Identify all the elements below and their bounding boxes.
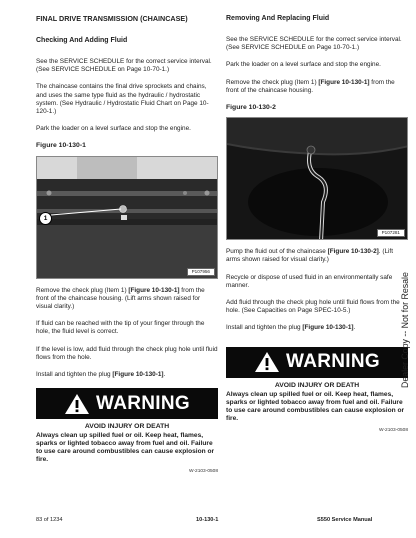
right-paragraph-1: See the SERVICE SCHEDULE for the correct service interval. (See SERVICE SCHEDULE on Page 10-70-1.) [226,36,402,52]
chaincase-photo-2 [227,118,408,240]
left-paragraph-5: If fluid can be reached with the tip of your finger through the hole, the fluid level is correct. [36,320,205,336]
right-paragraph-4-text-b: . (Lift arms shown raised for visual clarity.) [226,248,393,264]
right-paragraph-7 [226,324,408,332]
warning-body: Always clean up spilled fuel or oil. Keep heat, flames, sparks or lighted tobacco away from fuel and oil. Failure to use care around combustibles can cause explosion or fire. [36,432,215,464]
left-paragraph-4-text-b: from the front of the chaincase housing. (Lift arms shown raised for visual clarity.) [36,286,205,311]
warning-block-right [226,347,408,435]
subsection-title-checking: Checking And Adding Fluid [36,37,128,44]
section-title: FINAL DRIVE TRANSMISSION (CHAINCASE) [36,14,188,23]
figure-reference: [Figure 10-130-1] [128,286,180,294]
left-paragraph-7 [36,371,218,379]
figure-title-1: Figure 10-130-1 [36,142,86,150]
left-paragraph-6: If the level is low, add fluid through the check plug hole until fluid flows from the hole. [36,345,218,361]
right-paragraph-2: Park the loader on a level surface and stop the engine. [226,61,381,69]
left-paragraph-2: The chaincase contains the final drive sprockets and chains, and uses the same type fluid as the hydraulic / hydrostatic system. (See Hydraulic / Hydrostatic Fluid Chart on Page 10-120-1.) [36,83,209,116]
figure-reference: [Figure 10-130-1] [318,78,370,86]
right-paragraph-3-text-b: from the front of the chaincase housing. [226,78,395,94]
warning-banner [36,388,218,419]
right-paragraph-4-text-a: Pump the fluid out of the chaincase [226,248,328,256]
subsection-title-removing: Removing And Replacing Fluid [226,15,330,22]
left-paragraph-3: Park the loader on a level surface and stop the engine. [36,125,191,133]
left-paragraph-7-text-b: . [163,371,166,379]
left-paragraph-4-text-a: Remove the check plug (Item 1) [36,286,129,294]
left-paragraph-7-text-a: Install and tighten the plug [36,371,113,379]
left-column [36,14,218,477]
left-paragraph-4 [36,287,218,312]
warning-triangle-icon [64,393,90,415]
warning-word: WARNING [286,351,380,373]
left-paragraph-1: See the SERVICE SCHEDULE for the correct service interval. (See SERVICE SCHEDULE on Page 10-70-1.) [36,58,212,74]
right-paragraph-4 [226,248,408,264]
figure-callout-1: 1 [39,212,52,225]
warning-code: W-2103-0508 [189,469,218,475]
warning-triangle-icon [254,351,280,373]
footer-page-number: 10-130-1 [196,517,219,523]
dealer-copy-watermark: Dealer Copy -- Not for Resale [400,272,410,388]
right-paragraph-7-text-a: Install and tighten the plug [226,324,303,332]
warning-heading: AVOID INJURY OR DEATH [274,381,360,389]
warning-word: WARNING [96,392,190,414]
warning-banner [226,347,408,378]
figure-photo-2 [226,117,408,240]
footer-manual-title: S550 Service Manual [317,517,373,523]
right-column [226,14,408,435]
figure-reference: [Figure 10-130-2] [327,248,379,256]
right-paragraph-6: Add fluid through the check plug hole until fluid flows from the hole. (See Capacities on Page SPEC-10-5.) [226,299,400,315]
right-paragraph-3 [226,79,408,95]
warning-heading: AVOID INJURY OR DEATH [84,423,170,431]
figure-reference: [Figure 10-130-1] [112,371,164,379]
right-paragraph-5: Recycle or dispose of used fluid in an environmentally safe manner. [226,273,393,289]
figure-photo-1 [36,156,218,279]
chaincase-photo-1 [37,157,218,279]
figure-title-2: Figure 10-130-2 [226,104,276,112]
photo-id-2: P107281 [377,229,405,237]
right-paragraph-3-text-a: Remove the check plug (Item 1) [226,78,319,86]
figure-reference: [Figure 10-130-1] [302,324,354,332]
warning-code: W-2103-0508 [379,427,408,433]
warning-block-left [36,388,218,476]
photo-id-1: P107956 [187,268,215,276]
footer-page-count: 83 of 1234 [36,517,63,523]
warning-body: Always clean up spilled fuel or oil. Keep heat, flames, sparks or lighted tobacco away from fuel and oil. Failure to use care around combustibles can cause explosion or fire. [226,390,405,422]
right-paragraph-7-text-b: . [353,324,356,332]
